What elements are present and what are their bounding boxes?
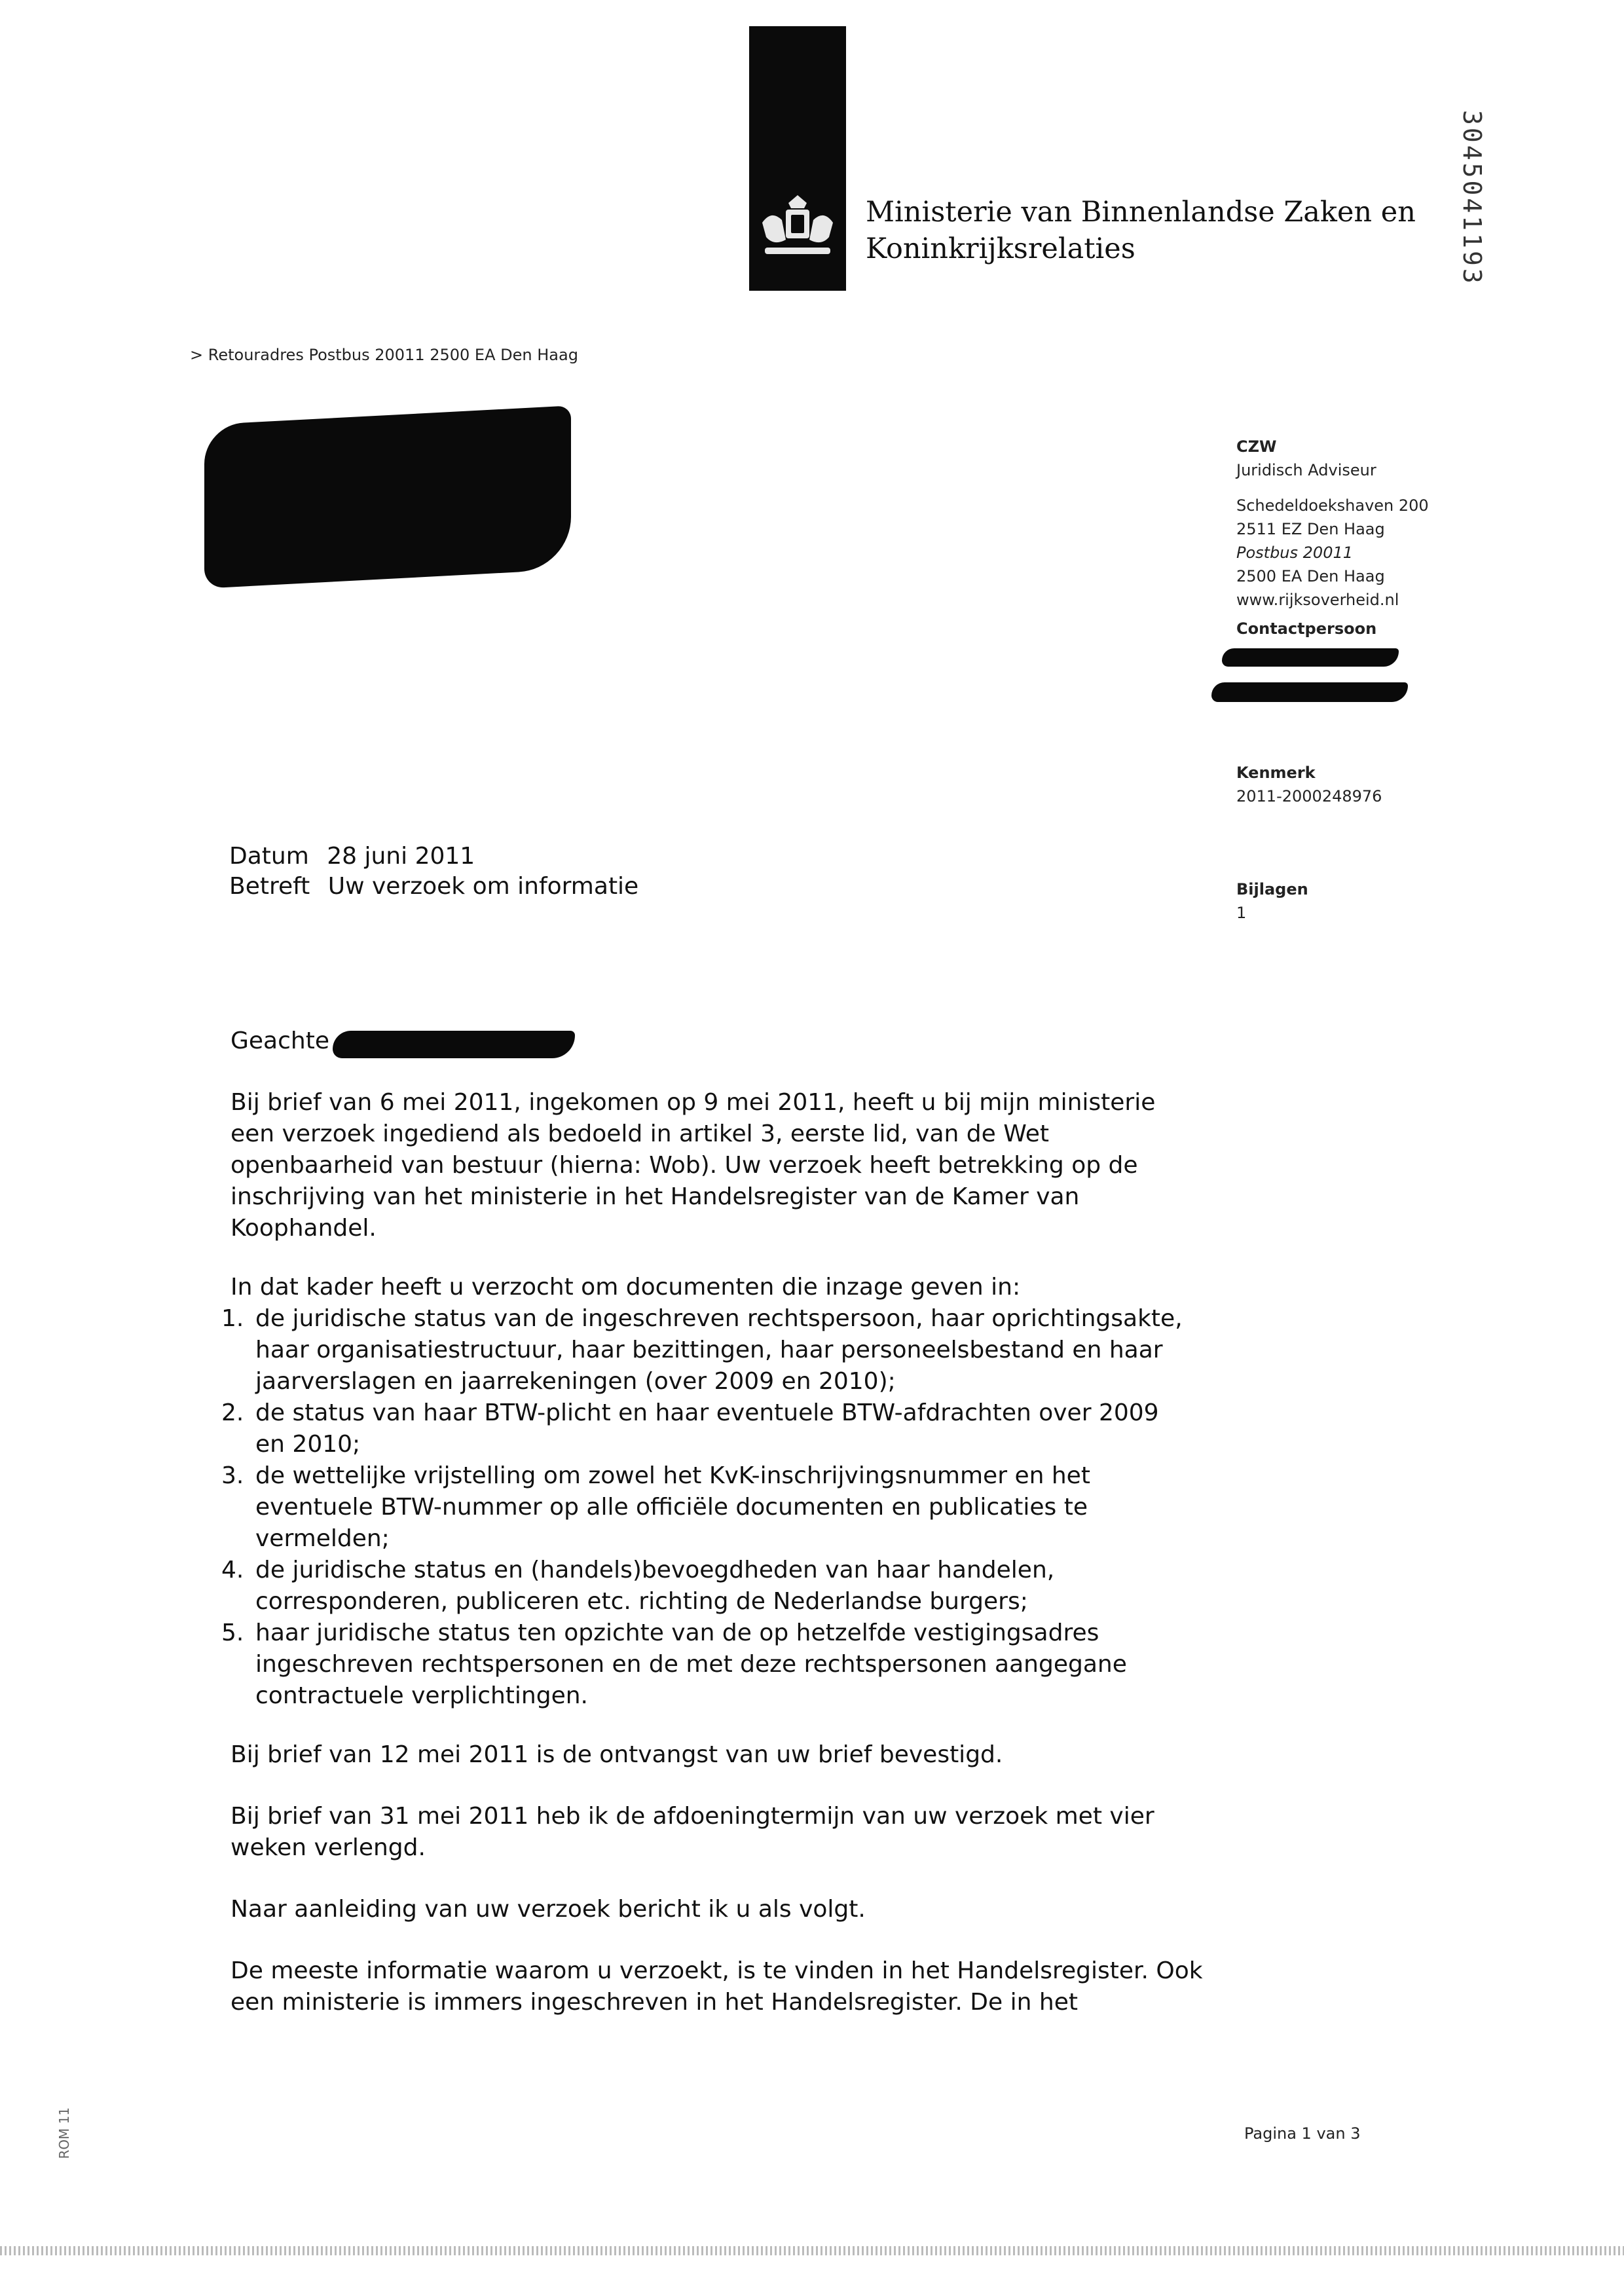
paragraph-line: Koophandel. [231,1215,377,1242]
scan-artifact-line [0,2246,1624,2255]
redacted-contact-phone [1211,682,1408,702]
sender-postbus: Postbus 20011 [1236,544,1353,562]
contact-label: Contactpersoon [1236,619,1377,638]
list-item [221,1460,1238,1555]
date-value: 28 juni 2011 [327,843,475,870]
paragraph-line: De meeste informatie waarom u verzoekt, is te vinden in het Handelsregister. Ook [231,1957,1203,1984]
ministry-name-line1: Ministerie van Binnenlandse Zaken en [866,196,1416,229]
list-item-line: ingeschreven rechtspersonen en de met deze rechtspersonen aangegane [255,1651,1127,1678]
margin-form-code: ROM 11 [56,2107,72,2159]
subject-value: Uw verzoek om informatie [327,873,639,900]
list-number: 4. [221,1557,244,1583]
sender-department: CZW [1236,437,1277,456]
reference-value: 2011-2000248976 [1236,787,1382,805]
paragraph-response-intro: Naar aanleiding van uw verzoek bericht ik u als volgt. [231,1896,866,1923]
redacted-recipient-address [204,405,571,588]
redacted-recipient-name [333,1031,575,1058]
list-item-line: jaarverslagen en jaarrekeningen (over 2009 en 2010); [255,1368,896,1395]
document-stamp-number: 3045041193 [1458,110,1486,286]
return-address: > Retouradres Postbus 20011 2500 EA Den Haag [190,346,578,364]
paragraph-line: een verzoek ingediend als bedoeld in artikel 3, eerste lid, van de Wet [231,1120,1049,1147]
list-item-line: de juridische status en (handels)bevoegdheden van haar handelen, [255,1557,1055,1583]
paragraph-line: inschrijving van het ministerie in het Handelsregister van de Kamer van [231,1183,1080,1210]
list-number: 1. [221,1305,244,1332]
ministry-name [866,194,1416,267]
list-item-line: contractuele verplichtingen. [255,1682,588,1709]
date-label: Datum [229,843,309,870]
list-item [221,1397,1238,1460]
paragraph-line: Bij brief van 6 mei 2011, ingekomen op 9 mei 2011, heeft u bij mijn ministerie [231,1089,1156,1116]
list-number: 2. [221,1399,244,1426]
attachments-block [1236,878,1308,925]
list-item [221,1617,1238,1712]
list-item-line: de juridische status van de ingeschreven rechtspersoon, haar oprichtingsakte, [255,1305,1183,1332]
subject-row [229,871,638,902]
reference-label: Kenmerk [1236,764,1316,782]
attachments-label: Bijlagen [1236,880,1308,898]
list-item-line: haar organisatiestructuur, haar bezittingen, haar personeelsbestand en haar [255,1337,1163,1363]
list-number: 5. [221,1619,244,1646]
paragraph-extension [231,1801,1252,1864]
list-number: 3. [221,1462,244,1489]
list-item-line: vermelden; [255,1525,390,1552]
list-item-line: de status van haar BTW-plicht en haar eventuele BTW-afdrachten over 2009 [255,1399,1159,1426]
sender-street: Schedeldoekshaven 200 [1236,496,1429,515]
list-item-line: en 2010; [255,1431,361,1458]
paragraph-confirmation: Bij brief van 12 mei 2011 is de ontvangst van uw brief bevestigd. [231,1741,1003,1768]
ministry-name-line2: Koninkrijksrelaties [866,232,1135,265]
sender-block [1236,435,1429,640]
paragraph-line: weken verlengd. [231,1834,426,1861]
list-item [221,1303,1238,1397]
sender-role: Juridisch Adviseur [1236,461,1376,479]
list-item-line: haar juridische status ten opzichte van de op hetzelfde vestigingsadres [255,1619,1099,1646]
sender-city: 2511 EZ Den Haag [1236,520,1385,538]
paragraph-request [231,1087,1252,1244]
list-item-line: de wettelijke vrijstelling om zowel het KvK-inschrijvingsnummer en het [255,1462,1090,1489]
paragraph-intro-list: In dat kader heeft u verzocht om documenten die inzage geven in: [231,1274,1021,1301]
page-number: Pagina 1 van 3 [1244,2124,1361,2143]
paragraph-handelsregister [231,1955,1252,2018]
sender-postbus-city: 2500 EA Den Haag [1236,567,1385,585]
attachments-value: 1 [1236,904,1247,922]
paragraph-line: openbaarheid van bestuur (hierna: Wob). Uw verzoek heeft betrekking op de [231,1152,1138,1179]
coat-of-arms-icon [749,190,846,275]
reference-block [1236,761,1382,808]
redacted-contact-name [1222,648,1399,667]
salutation: Geachte [231,1027,329,1054]
list-item [221,1555,1238,1617]
date-row [229,841,475,872]
sender-website: www.rijksoverheid.nl [1236,591,1399,609]
paragraph-line: een ministerie is immers ingeschreven in het Handelsregister. De in het [231,1989,1078,2016]
list-item-line: eventuele BTW-nummer op alle officiële documenten en publicaties te [255,1494,1088,1521]
paragraph-line: Bij brief van 31 mei 2011 heb ik de afdoeningtermijn van uw verzoek met vier [231,1803,1154,1830]
subject-label: Betreft [229,873,310,900]
list-item-line: corresponderen, publiceren etc. richting de Nederlandse burgers; [255,1588,1028,1615]
